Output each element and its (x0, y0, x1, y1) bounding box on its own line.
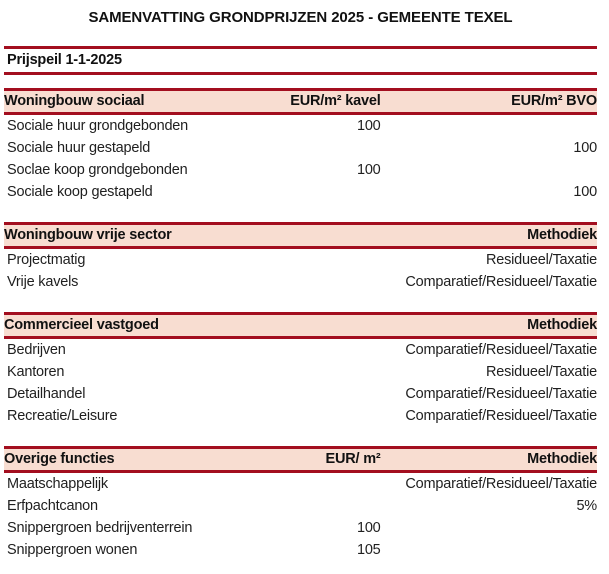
row-label: Recreatie/Leisure (7, 408, 118, 424)
row-value-methodiek: 5% (576, 498, 597, 514)
row-value (283, 405, 381, 427)
row-value-methodiek (381, 517, 597, 539)
row-value-methodiek: Comparatief/Residueel/Taxatie (405, 476, 597, 492)
column-header-methodiek: Methodiek (381, 224, 597, 248)
row-value-eur: 105 (356, 542, 381, 558)
row-label: Detailhandel (7, 386, 86, 402)
section-header (4, 314, 597, 338)
column-header-methodiek: Methodiek (381, 314, 597, 338)
section-header (4, 224, 597, 248)
table-row (4, 137, 597, 159)
row-label: Snippergroen bedrijventerrein (7, 520, 193, 536)
table-commercieel-vastgoed (4, 312, 597, 427)
row-value-kavel: 100 (356, 162, 381, 178)
column-header-methodiek: Methodiek (381, 448, 597, 472)
row-value-methodiek: Residueel/Taxatie (485, 364, 597, 380)
row-label: Projectmatig (7, 252, 86, 268)
row-value-eur: 100 (356, 520, 381, 536)
row-value-bvo (381, 114, 597, 138)
table-row (4, 472, 597, 496)
row-value-eur (283, 495, 381, 517)
table-overige-functies (4, 446, 597, 561)
row-value (283, 248, 381, 272)
row-label: Bedrijven (7, 342, 66, 358)
row-label: Erfpachtcanon (7, 498, 98, 514)
row-value-bvo: 100 (573, 184, 597, 200)
row-value-methodiek: Comparatief/Residueel/Taxatie (405, 408, 597, 424)
section-header (4, 90, 597, 114)
table-row (4, 383, 597, 405)
table-row (4, 248, 597, 272)
table-row (4, 495, 597, 517)
table-row (4, 361, 597, 383)
table-row (4, 114, 597, 138)
column-header-eur-bvo: EUR/m² BVO (381, 90, 597, 114)
row-label: Sociale koop gestapeld (7, 184, 153, 200)
column-header-eur-kavel: EUR/m² kavel (283, 90, 381, 114)
row-value (283, 361, 381, 383)
column-header-empty (283, 314, 381, 338)
row-label: Sociale huur grondgebonden (7, 118, 189, 134)
row-value (283, 383, 381, 405)
row-label: Sociale huur gestapeld (7, 140, 151, 156)
section-title: Woningbouw sociaal (4, 90, 283, 114)
table-row (4, 539, 597, 561)
row-label: Maatschappelijk (7, 476, 108, 492)
page-title: SAMENVATTING GRONDPRIJZEN 2025 - GEMEENTE TEXEL (88, 9, 513, 26)
row-value-kavel: 100 (356, 118, 381, 134)
table-row (4, 405, 597, 427)
table-row (4, 181, 597, 203)
row-value-methodiek: Residueel/Taxatie (485, 252, 597, 268)
section-title: Overige functies (4, 448, 283, 472)
row-value (283, 338, 381, 362)
section-header (4, 448, 597, 472)
row-value-bvo: 100 (573, 140, 597, 156)
row-label: Soclae koop grondgebonden (7, 162, 188, 178)
section-title: Commercieel vastgoed (4, 314, 283, 338)
row-value-methodiek: Comparatief/Residueel/Taxatie (405, 386, 597, 402)
table-row (4, 517, 597, 539)
row-value-kavel (283, 181, 381, 203)
row-label: Kantoren (7, 364, 65, 380)
row-label: Vrije kavels (7, 274, 79, 290)
row-value-methodiek: Comparatief/Residueel/Taxatie (405, 274, 597, 290)
table-woningbouw-vrije-sector (4, 222, 597, 293)
table-row (4, 159, 597, 181)
row-value (283, 271, 381, 293)
table-woningbouw-sociaal (4, 88, 597, 203)
row-value-bvo (381, 159, 597, 181)
column-header-empty (283, 224, 381, 248)
row-label: Snippergroen wonen (7, 542, 138, 558)
row-value-methodiek (381, 539, 597, 561)
row-value-eur (283, 472, 381, 496)
row-value-kavel (283, 137, 381, 159)
row-value-methodiek: Comparatief/Residueel/Taxatie (405, 342, 597, 358)
section-title: Woningbouw vrije sector (4, 224, 283, 248)
price-level-label: Prijspeil 1-1-2025 (4, 46, 597, 75)
table-row (4, 338, 597, 362)
table-row (4, 271, 597, 293)
column-header-eur-m2: EUR/ m² (283, 448, 381, 472)
